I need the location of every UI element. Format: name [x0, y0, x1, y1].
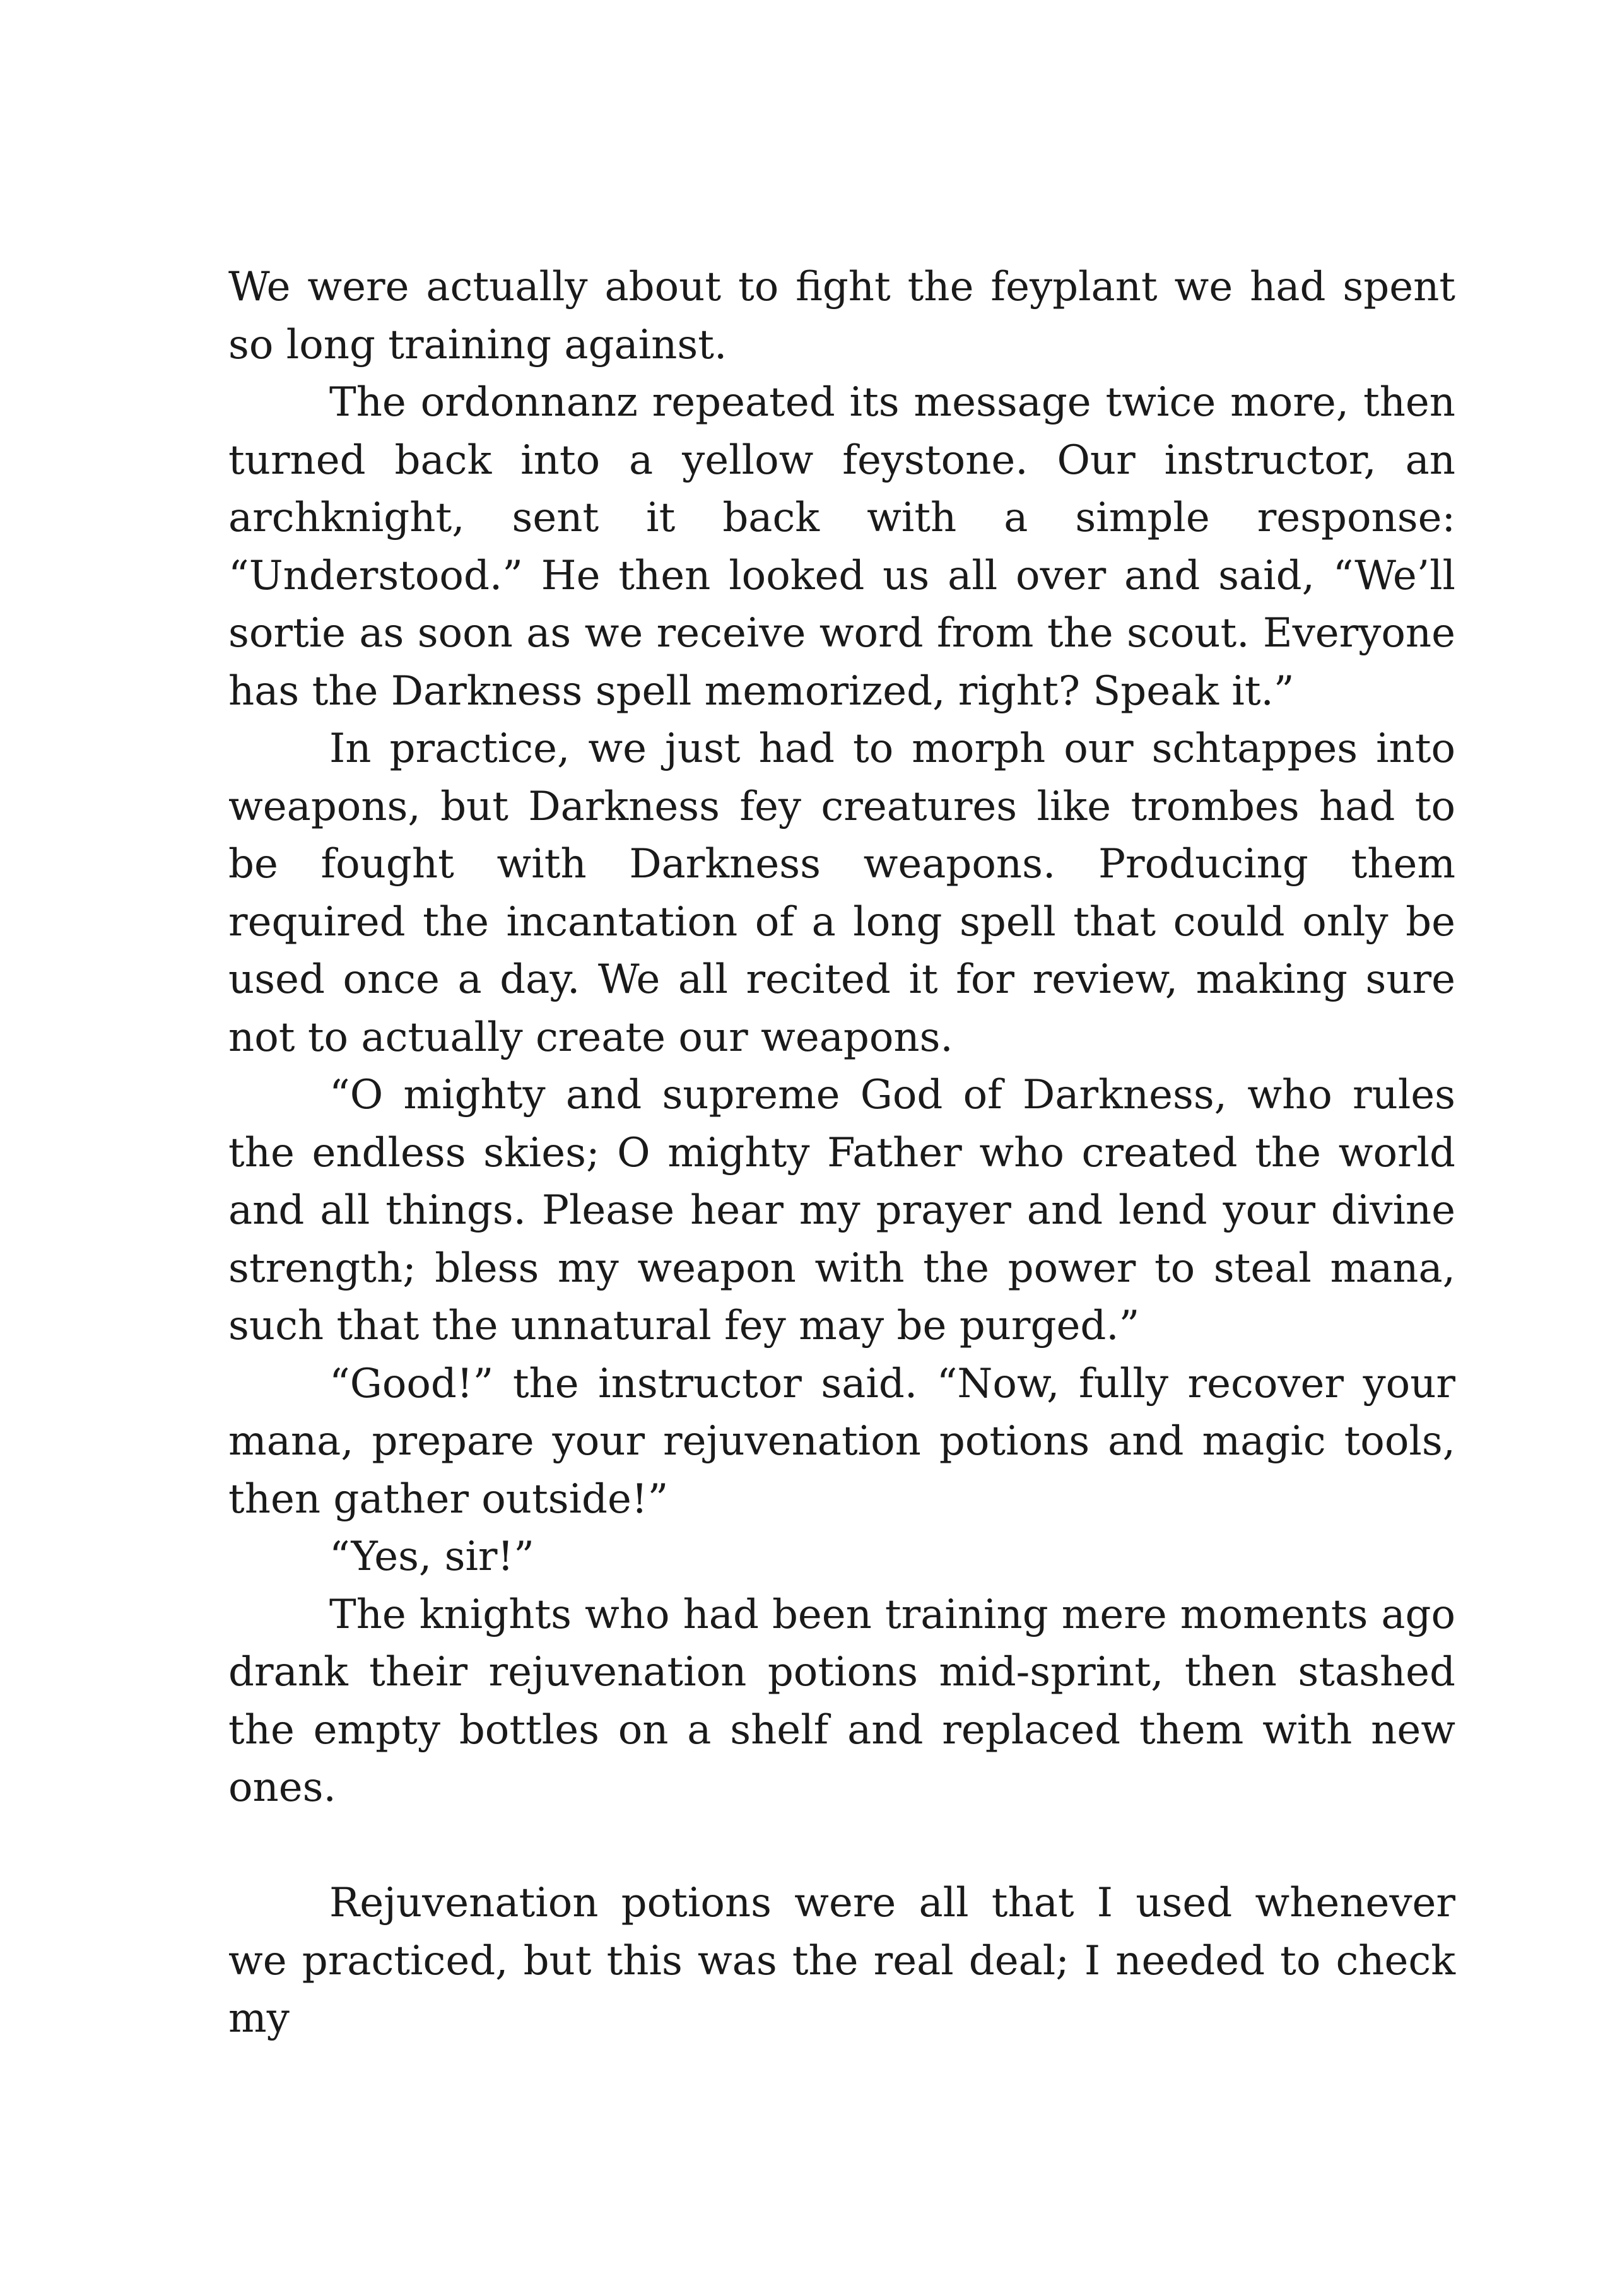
paragraph-5: “Good!” the instructor said. “Now, fully recover your mana, prepare your rejuvenation potions and magic tools, then gather outside!”: [228, 1360, 1455, 1523]
paragraph-3: In practice, we just had to morph our schtappes into weapons, but Darkness fey creatures like trombes had to be fought with Darkness weapons. Producing them required the incantation of a long spell that could only be used once a day. We all recited it for review, making sure not to actually create our weapons.: [228, 725, 1455, 1061]
page-body: [228, 259, 1455, 2048]
paragraph-2: The ordonnanz repeated its message twice more, then turned back into a yellow feystone. Our instructor, an archknight, sent it back with a simple response: “Understood.” He then looked us all over and said, “We’ll sortie as soon as we receive word from the scout. Everyone has the Darkness spell memorized, right? Speak it.”: [228, 379, 1455, 715]
paragraph-6: “Yes, sir!”: [329, 1533, 534, 1580]
paragraph-4: “O mighty and supreme God of Darkness, who rules the endless skies; O mighty Father who created the world and all things. Please hear my prayer and lend your divine strength; bless my weapon with the power to steal mana, such that the unnatural fey may be purged.”: [228, 1072, 1455, 1349]
paragraph-1: We were actually about to fight the feyplant we had spent so long training against.: [228, 264, 1455, 368]
scene-break: [228, 1817, 1455, 1875]
paragraph-8: Rejuvenation potions were all that I used whenever we practiced, but this was the real deal; I needed to check my: [228, 1880, 1455, 2042]
paragraph-7: The knights who had been training mere moments ago drank their rejuvenation potions mid-sprint, then stashed the empty bottles on a shelf and replaced them with new ones.: [228, 1591, 1455, 1811]
